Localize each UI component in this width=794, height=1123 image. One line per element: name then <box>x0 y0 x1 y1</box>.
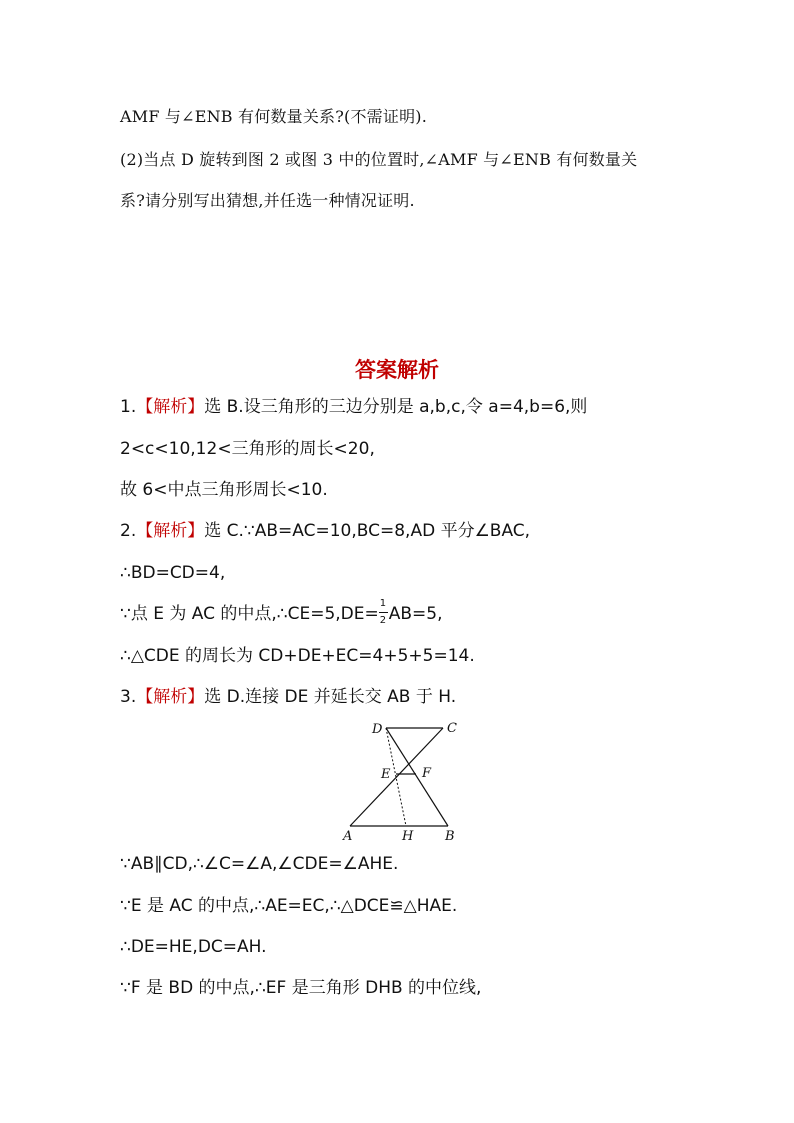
answer-3-text: 选 D.连接 DE 并延长交 AB 于 H. <box>204 687 457 707</box>
label-a: A <box>343 829 353 844</box>
answer-1-number: 1. <box>120 397 137 417</box>
label-f: F <box>422 766 432 781</box>
problem-line-2: (2)当点 D 旋转到图 2 或图 3 中的位置时,∠AMF 与∠ENB 有何数量关 <box>120 150 638 169</box>
fraction-bar <box>379 612 388 613</box>
segment-db <box>386 728 448 826</box>
label-c: C <box>447 721 457 736</box>
answer-3-tag: 【解析】 <box>136 687 205 707</box>
fraction-one-half <box>379 598 389 626</box>
fraction-denominator: 2 <box>379 615 387 626</box>
problem-line-3: 系?请分别写出猜想,并任选一种情况证明. <box>120 191 415 210</box>
answer-3-number: 3. <box>120 687 137 707</box>
answer-2-line-3-end: AB=5, <box>388 604 443 624</box>
problem-line-1: AMF 与∠ENB 有何数量关系?(不需证明). <box>120 107 428 126</box>
answer-3-line-2: ∵AB∥CD,∴∠C=∠A,∠CDE=∠AHE. <box>120 854 399 874</box>
answer-2-line-1 <box>120 520 530 542</box>
label-d: D <box>372 722 383 737</box>
answer-2-number: 2. <box>120 521 137 541</box>
answer-title: 答案解析 <box>355 358 439 382</box>
answer-2-line-4: ∴△CDE 的周长为 CD+DE+EC=4+5+5=14. <box>120 646 475 666</box>
answer-3-line-1 <box>120 686 456 708</box>
label-e: E <box>381 767 391 782</box>
answer-2-line-2: ∴BD=CD=4, <box>120 563 226 583</box>
answer-1-line-1 <box>120 396 587 418</box>
answer-2-line-3-start: ∵点 E 为 AC 的中点,∴CE=5,DE= <box>120 604 379 624</box>
fraction-numerator: 1 <box>379 598 387 609</box>
answer-3-line-3: ∵E 是 AC 的中点,∴AE=EC,∴△DCE≌△HAE. <box>120 896 458 916</box>
answer-1-line-3: 故 6<中点三角形周长<10. <box>120 480 328 500</box>
answer-1-tag: 【解析】 <box>136 397 205 417</box>
answer-2-text: 选 C.∵AB=AC=10,BC=8,AD 平分∠BAC, <box>204 521 531 541</box>
geometry-figure <box>338 716 468 844</box>
label-h: H <box>402 829 414 844</box>
answer-2-tag: 【解析】 <box>136 521 205 541</box>
answer-1-line-2: 2<c<10,12<三角形的周长<20, <box>120 439 375 459</box>
answer-3-line-5: ∵F 是 BD 的中点,∴EF 是三角形 DHB 的中位线, <box>120 978 482 998</box>
answer-3-line-4: ∴DE=HE,DC=AH. <box>120 937 267 957</box>
answer-2-line-3 <box>120 598 443 626</box>
label-b: B <box>445 829 455 844</box>
answer-1-text: 选 B.设三角形的三边分别是 a,b,c,令 a=4,b=6,则 <box>204 397 588 417</box>
